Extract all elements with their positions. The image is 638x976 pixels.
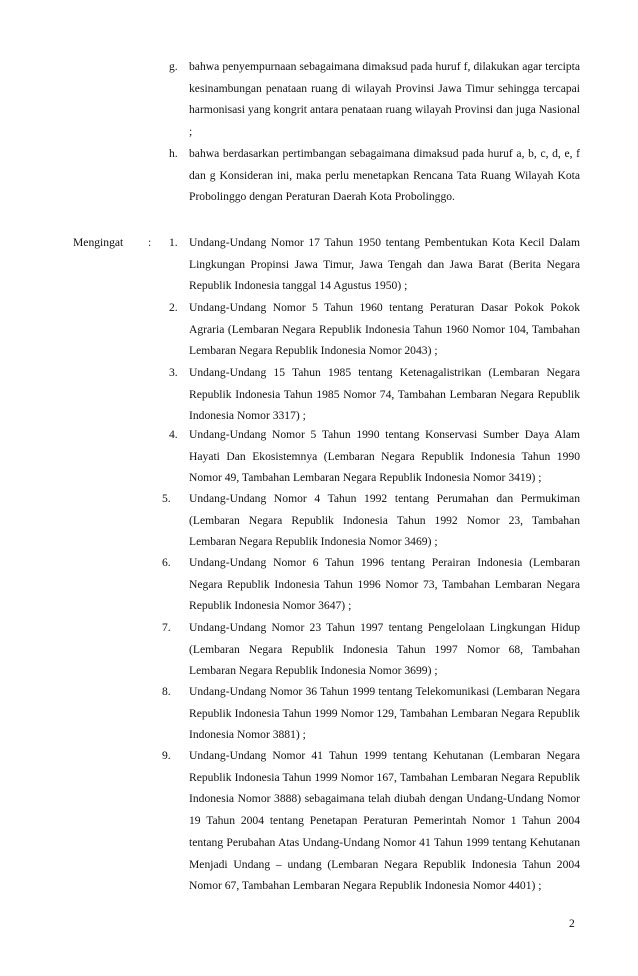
item-marker: 9. — [162, 749, 171, 762]
item-text: Undang-Undang Nomor 6 Tahun 1996 tentang Perairan Indonesia (Lembaran Negara Republik Indonesia Tahun 1996 Nomor 73, Tambahan Lembaran Negara Republik Indonesia Nomor 3647) ; — [189, 556, 580, 613]
item-marker: g. — [169, 60, 178, 73]
item-marker: 2. — [169, 301, 178, 314]
item-text: Undang-Undang Nomor 23 Tahun 1997 tentang Pengelolaan Lingkungan Hidup (Lembaran Negara Republik Indonesia Tahun 1997 Nomor 68, Tambahan Lembaran Negara Republik Indonesia Nomor 3699) ; — [189, 621, 580, 678]
item-marker: 8. — [162, 685, 171, 698]
mengingat-colon: : — [148, 236, 152, 249]
item-text: Undang-Undang Nomor 36 Tahun 1999 tentang Telekomunikasi (Lembaran Negara Republik Indonesia Tahun 1999 Nomor 129, Tambahan Lembaran Negara Republik Indonesia Nomor 3881) ; — [189, 685, 580, 742]
item-text: Undang-Undang 15 Tahun 1985 tentang Ketenagalistrikan (Lembaran Negara Republik Indonesia Tahun 1985 Nomor 74, Tambahan Lembaran Negara Republik Indonesia Nomor 3317) ; — [189, 366, 580, 423]
item-text: Undang-Undang Nomor 41 Tahun 1999 tentang Kehutanan (Lembaran Negara Republik Indonesia Tahun 1999 Nomor 167, Tambahan Lembaran Negara Republik Indonesia Nomor 3888) sebagaimana telah diubah dengan Undang-Undang Nomor 19 Tahun 2004 tentang Penetapan Peraturan Pemerintah Nomor 1 Tahun 2004 tentang Perubahan Atas Undang-Undang Nomor 41 Tahun 1999 tentang Kehutanan Menjadi Undang – undang (Lembaran Negara Republik Indonesia Tahun 2004 Nomor 67, Tambahan Lembaran Negara Republik Indonesia Nomor 4401) ; — [189, 749, 580, 893]
item-text: Undang-Undang Nomor 5 Tahun 1990 tentang Konservasi Sumber Daya Alam Hayati Dan Ekosistemnya (Lembaran Negara Republik Indonesia Tahun 1990 Nomor 49, Tambahan Lembaran Negara Republik Indonesia Nomor 3419) ; — [189, 428, 580, 485]
item-marker: 4. — [169, 428, 178, 441]
item-marker: 7. — [162, 621, 171, 634]
page-number: 2 — [569, 917, 575, 930]
item-marker: 3. — [169, 366, 178, 379]
item-marker: 6. — [162, 556, 171, 569]
item-text: Undang-Undang Nomor 5 Tahun 1960 tentang Peraturan Dasar Pokok Pokok Agraria (Lembaran Negara Republik Indonesia Tahun 1960 Nomor 104, Tambahan Lembaran Negara Republik Indonesia Nomor 2043) ; — [189, 301, 580, 358]
item-text: bahwa penyempurnaan sebagaimana dimaksud pada huruf f, dilakukan agar tercipta kesinambungan penataan ruang di wilayah Provinsi Jawa Timur sehingga tercapai harmonisasi yang kongrit antara penataan ruang wilayah Provinsi dan juga Nasional ; — [189, 60, 580, 139]
mengingat-label: Mengingat — [73, 236, 124, 249]
item-marker: h. — [169, 147, 178, 160]
item-marker: 1. — [169, 236, 178, 249]
item-text: Undang-Undang Nomor 17 Tahun 1950 tentang Pembentukan Kota Kecil Dalam Lingkungan Propinsi Jawa Timur, Jawa Tengah dan Jawa Barat (Berita Negara Republik Indonesia tanggal 14 Agustus 1950) ; — [189, 236, 580, 293]
item-marker: 5. — [162, 492, 171, 505]
item-text: Undang-Undang Nomor 4 Tahun 1992 tentang Perumahan dan Permukiman (Lembaran Negara Republik Indonesia Tahun 1992 Nomor 23, Tambahan Lembaran Negara Republik Indonesia Nomor 3469) ; — [189, 492, 580, 549]
item-text: bahwa berdasarkan pertimbangan sebagaimana dimaksud pada huruf a, b, c, d, e, f dan g Konsideran ini, maka perlu menetapkan Rencana Tata Ruang Wilayah Kota Probolinggo dengan Peraturan Daerah Kota Probolinggo. — [189, 147, 580, 204]
